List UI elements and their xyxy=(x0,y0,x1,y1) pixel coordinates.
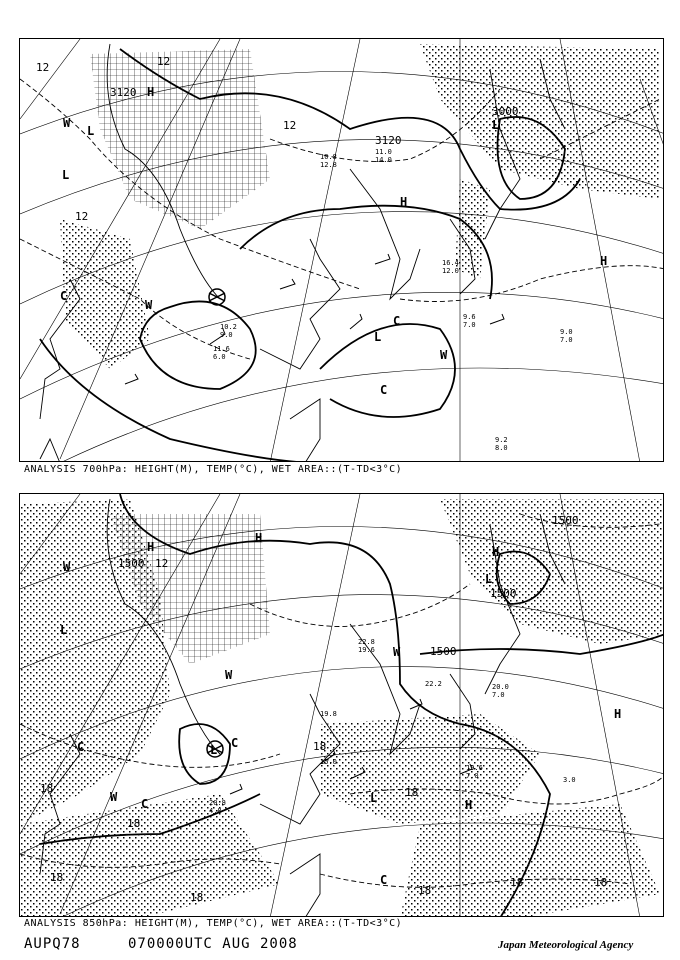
map-850hpa xyxy=(20,494,664,917)
center-marker: W xyxy=(393,645,401,659)
center-marker: H xyxy=(255,531,263,545)
station-value: 10.2 xyxy=(220,323,237,331)
valid-time: 070000UTC AUG 2008 xyxy=(128,936,298,952)
center-marker: C xyxy=(60,289,68,303)
station-value: 9.0 xyxy=(220,331,233,339)
panel-caption-850hpa: ANALYSIS 850hPa: HEIGHT(M), TEMP(°C), WET AREA::(T-TD<3°C) xyxy=(24,918,403,929)
center-marker: H xyxy=(147,85,155,99)
contour-label: 18 xyxy=(510,876,524,889)
contour-label: 1500 xyxy=(118,557,145,570)
contour-label: 18 xyxy=(594,876,608,889)
station-value: 22.2 xyxy=(425,680,442,688)
contour-label: 3000 xyxy=(492,105,519,118)
station-value: 9.0 xyxy=(560,328,573,336)
center-marker: H xyxy=(147,540,155,554)
contour-label: 12 xyxy=(75,210,89,223)
contour-label: 18 xyxy=(190,891,204,904)
station-value: 3.0 xyxy=(563,776,576,784)
station-value: 9.6 xyxy=(463,313,476,321)
agency-name: Japan Meteorological Agency xyxy=(498,939,634,951)
center-marker: L xyxy=(210,743,218,757)
station-value: 20.0 xyxy=(492,683,509,691)
center-marker: L xyxy=(492,118,500,132)
contour-label: 18 xyxy=(418,884,432,897)
contour-label: 3120 xyxy=(110,86,137,99)
station-value: 7.0 xyxy=(466,772,479,780)
station-value: 11.0 xyxy=(375,148,392,156)
contour-label: 18 xyxy=(40,782,54,795)
contour-label: 12 xyxy=(36,61,50,74)
product-code: AUPQ78 xyxy=(24,936,81,952)
center-marker: L xyxy=(374,330,382,344)
map-panel-850hpa xyxy=(19,493,664,917)
station-value: 12.0 xyxy=(442,267,459,275)
contour-label: 12 xyxy=(157,55,171,68)
station-values xyxy=(213,148,573,452)
station-value: 6.0 xyxy=(213,353,226,361)
station-value: 22.8 xyxy=(358,638,375,646)
contour-label: 1500 xyxy=(552,514,579,527)
contour-label: 12 xyxy=(155,557,169,570)
map-panel-700hpa xyxy=(19,38,664,462)
contour-label: 3120 xyxy=(375,134,402,147)
center-marker: W xyxy=(440,348,448,362)
station-value: 7.0 xyxy=(463,321,476,329)
station-value: 19.6 xyxy=(358,646,375,654)
station-value: 20.8 xyxy=(209,799,226,807)
contour-label: 12 xyxy=(283,119,297,132)
wet-area xyxy=(20,499,664,917)
center-marker: L xyxy=(485,572,493,586)
center-marker: H xyxy=(465,798,473,812)
station-value: 7.0 xyxy=(560,336,573,344)
contour-label: 18 xyxy=(313,740,327,753)
station-value: 19.8 xyxy=(320,710,337,718)
center-marker: L xyxy=(60,623,68,637)
cyclone-symbol xyxy=(209,289,225,305)
center-marker: W xyxy=(63,116,71,130)
station-value: 11.6 xyxy=(213,345,230,353)
station-value: 4.8 xyxy=(209,807,222,815)
contour-label: 18 xyxy=(50,871,64,884)
contour-label: 1500 xyxy=(490,587,517,600)
center-marker: H xyxy=(600,254,608,268)
station-value: 10.8 xyxy=(320,153,337,161)
center-marker: C xyxy=(393,314,401,328)
station-value: 19.6 xyxy=(466,764,483,772)
center-marker: L xyxy=(87,124,95,138)
center-marker: L xyxy=(370,791,378,805)
station-value: 14.0 xyxy=(375,156,392,164)
station-value: 16.4 xyxy=(442,259,459,267)
center-marker: H xyxy=(492,545,500,559)
panel-caption-700hpa: ANALYSIS 700hPa: HEIGHT(M), TEMP(°C), WET AREA::(T-TD<3°C) xyxy=(24,464,403,475)
center-marker: H xyxy=(614,707,622,721)
center-marker: C xyxy=(231,736,239,750)
contour-label: 18 xyxy=(127,817,141,830)
center-marker: C xyxy=(77,740,85,754)
center-marker: L xyxy=(62,168,70,182)
station-value: 9.2 xyxy=(495,436,508,444)
center-marker: H xyxy=(400,195,408,209)
contour-label: 18 xyxy=(405,786,419,799)
center-marker: C xyxy=(380,383,388,397)
center-marker: W xyxy=(63,560,71,574)
contour-label: 1500 xyxy=(430,645,457,658)
station-value: 12.8 xyxy=(320,161,337,169)
center-marker: W xyxy=(225,668,233,682)
center-marker: C xyxy=(380,873,388,887)
station-value: 8.0 xyxy=(495,444,508,452)
station-value: 7.0 xyxy=(492,691,505,699)
map-700hpa xyxy=(20,39,664,462)
station-value: 15.0 xyxy=(320,758,337,766)
center-marker: W xyxy=(145,298,153,312)
center-marker: C xyxy=(141,797,149,811)
center-marker: W xyxy=(110,790,118,804)
